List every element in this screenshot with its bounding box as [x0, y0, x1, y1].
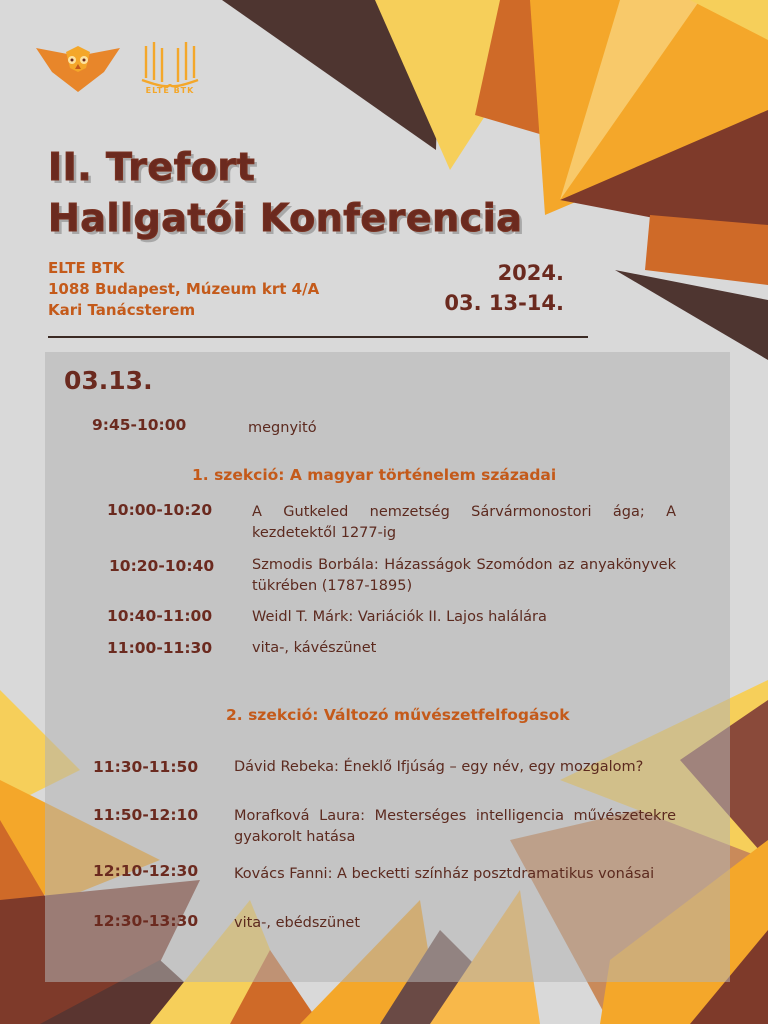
schedule-panel — [45, 352, 730, 982]
event-date — [444, 258, 564, 318]
section-2-item-1-time: 11:30-11:50 — [93, 758, 199, 776]
section-2-item-3-text: Kovács Fanni: A becketti színház posztdramatikus vonásai — [234, 866, 655, 882]
section-2-item-4-text: vita-, ebédszünet — [234, 915, 361, 931]
section-1-item-4-time: 11:00-11:30 — [107, 639, 213, 657]
elte-btk-logo — [138, 40, 202, 104]
date-days: 03. 13-14. — [444, 291, 564, 315]
venue-info — [48, 258, 319, 321]
section-1-item-2-text: Szmodis Borbála: Házasságok Szomódon az anyakönyvek tükrében (1787-1895) — [252, 557, 676, 594]
page-title — [48, 142, 522, 244]
schedule-day: 03.13. — [64, 366, 153, 395]
opening-time: 9:45-10:00 — [92, 416, 187, 434]
section-1-item-2-time: 10:20-10:40 — [109, 557, 215, 575]
date-year: 2024. — [497, 261, 564, 285]
logo-btk-text: ELTE BTK — [145, 86, 195, 95]
divider — [48, 336, 588, 338]
owl-logo-icon — [36, 42, 120, 94]
section-1-item-3-time: 10:40-11:00 — [107, 607, 213, 625]
section-1-item-1-time: 10:00-10:20 — [107, 501, 213, 519]
opening-text: megnyitó — [248, 420, 317, 436]
venue-address: 1088 Budapest, Múzeum krt 4/A — [48, 280, 320, 298]
section-1-item-1-text: A Gutkeled nemzetség Sárvármonostori ága; A kezdetektől 1277-ig — [252, 504, 676, 541]
section-2-item-4-time: 12:30-13:30 — [93, 912, 199, 930]
venue-room: Kari Tanácsterem — [48, 301, 196, 319]
section-2-title: 2. szekció: Változó művészetfelfogások — [226, 706, 570, 724]
title-line-1: II. Trefort — [48, 145, 256, 189]
section-1-item-4-text: vita-, kávészünet — [252, 640, 377, 656]
section-2-item-3-time: 12:10-12:30 — [93, 862, 199, 880]
section-1-item-3-text: Weidl T. Márk: Variációk II. Lajos halálára — [252, 609, 547, 625]
venue-institution: ELTE BTK — [48, 259, 125, 277]
section-1-title: 1. szekció: A magyar történelem századai — [192, 466, 557, 484]
section-2-item-1-text: Dávid Rebeka: Éneklő Ifjúság – egy név, egy mozgalom? — [234, 759, 644, 775]
title-line-2: Hallgatói Konferencia — [48, 196, 523, 240]
section-2-item-2-text: Morafková Laura: Mesterséges intelligencia művészetekre gyakorolt hatása — [234, 808, 676, 845]
section-2-item-2-time: 11:50-12:10 — [93, 806, 199, 824]
